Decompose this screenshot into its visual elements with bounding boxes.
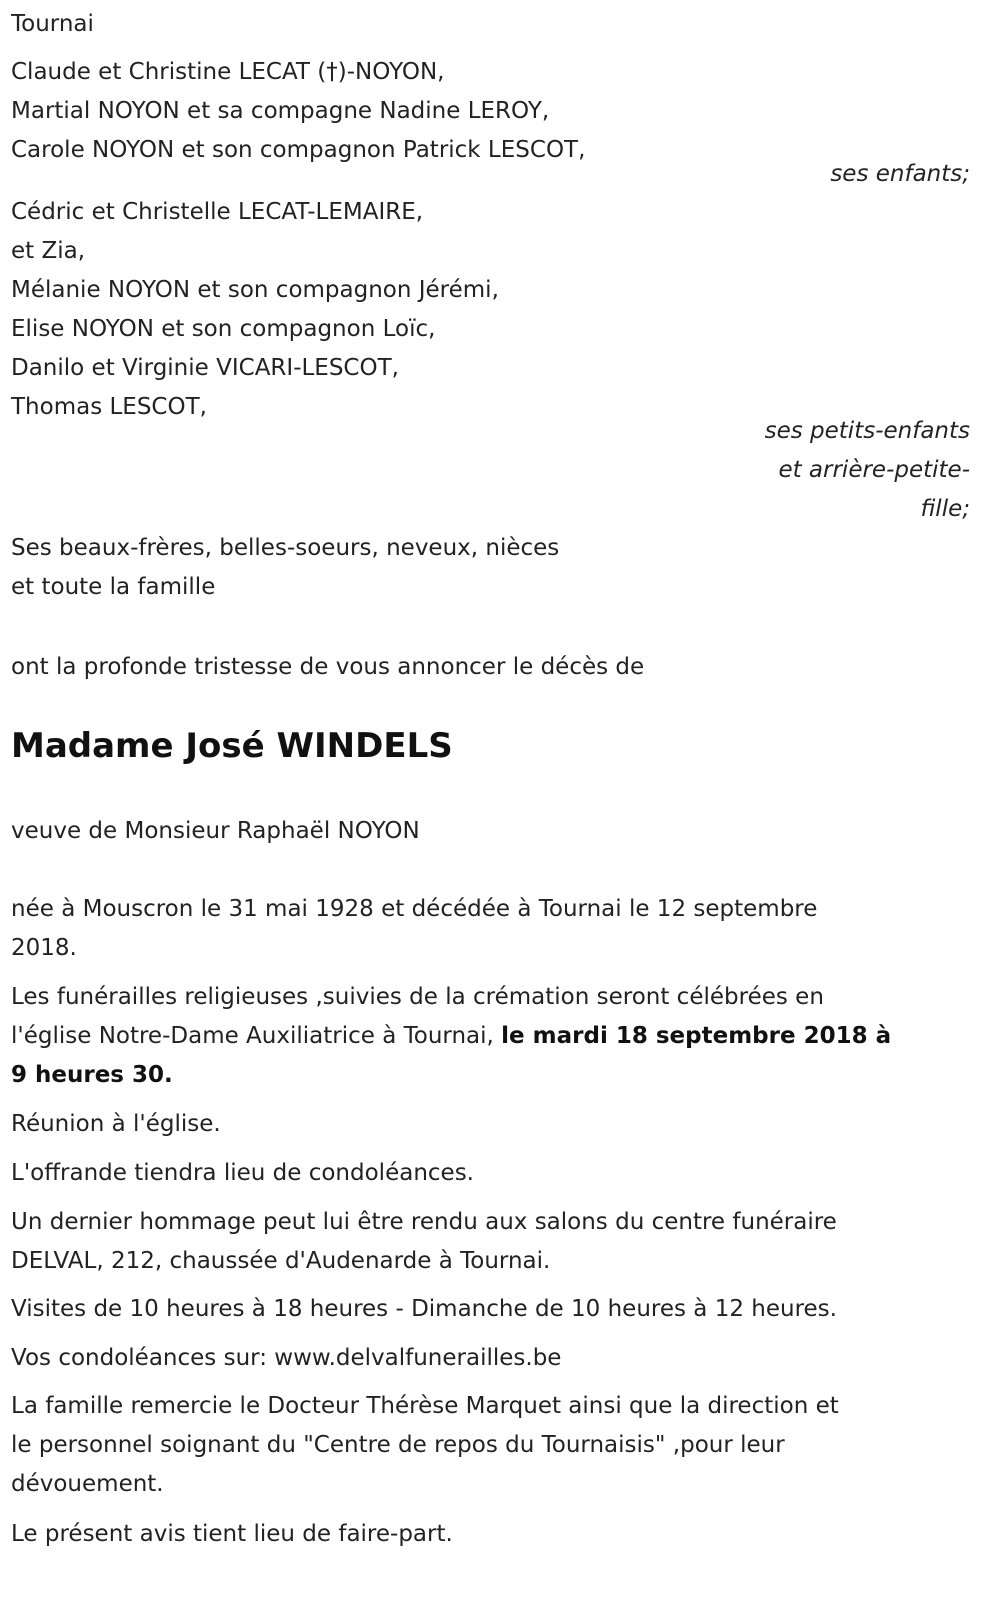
grandchildren-label: ses petits-enfants et arrière-petite- fille;	[764, 418, 970, 522]
funeral-info: Les funérailles religieuses ,suivies de la crémation seront célébrées en l'église Notre-Dame Auxiliatrice à Tournai, le mardi 18 septembre 2018 à 9 heures 30.	[11, 984, 892, 1088]
birth-death: née à Mouscron le 31 mai 1928 et décédée à Tournai le 12 septembre 2018.	[11, 896, 818, 961]
children-label: ses enfants;	[830, 161, 970, 187]
child-line: Martial NOYON et sa compagne Nadine LEROY,	[11, 98, 550, 124]
remerciements: La famille remercie le Docteur Thérèse Marquet ainsi que la direction et le personnel soignant du "Centre de repos du Tournaisis" ,pour leur dévouement.	[11, 1393, 839, 1497]
child-line: Claude et Christine LECAT (†)-NOYON,	[11, 59, 445, 85]
funeral-date: le mardi 18 septembre 2018 à	[501, 1023, 892, 1049]
children-list	[11, 53, 585, 170]
hommage: Un dernier hommage peut lui être rendu aux salons du centre funéraire DELVAL, 212, chaussée d'Audenarde à Tournai.	[11, 1209, 837, 1274]
grandchild-line: Cédric et Christelle LECAT-LEMAIRE,	[11, 199, 424, 225]
family: Ses beaux-frères, belles-soeurs, neveux, nièces et toute la famille	[11, 535, 560, 600]
city: Tournai	[11, 11, 94, 37]
grandchild-line: Danilo et Virginie VICARI-LESCOT,	[11, 355, 399, 381]
faire-part: Le présent avis tient lieu de faire-part.	[11, 1521, 453, 1547]
grandchild-line: Mélanie NOYON et son compagnon Jérémi,	[11, 277, 499, 303]
widow-line: veuve de Monsieur Raphaël NOYON	[11, 818, 420, 844]
grandchild-line: Thomas LESCOT,	[11, 394, 207, 420]
grandchild-line: Elise NOYON et son compagnon Loïc,	[11, 316, 436, 342]
grandchildren-list	[11, 193, 499, 427]
funeral-time: 9 heures 30.	[11, 1062, 173, 1088]
reunion: Réunion à l'église.	[11, 1111, 221, 1137]
child-line: Carole NOYON et son compagnon Patrick LESCOT,	[11, 137, 586, 163]
deceased-name: Madame José WINDELS	[11, 726, 453, 766]
visites: Visites de 10 heures à 18 heures - Dimanche de 10 heures à 12 heures.	[11, 1296, 837, 1322]
offrande: L'offrande tiendra lieu de condoléances.	[11, 1160, 474, 1186]
grandchild-line: et Zia,	[11, 238, 86, 264]
condoleances: Vos condoléances sur: www.delvalfunerailles.be	[11, 1345, 562, 1371]
announcement: ont la profonde tristesse de vous annoncer le décès de	[11, 654, 645, 680]
